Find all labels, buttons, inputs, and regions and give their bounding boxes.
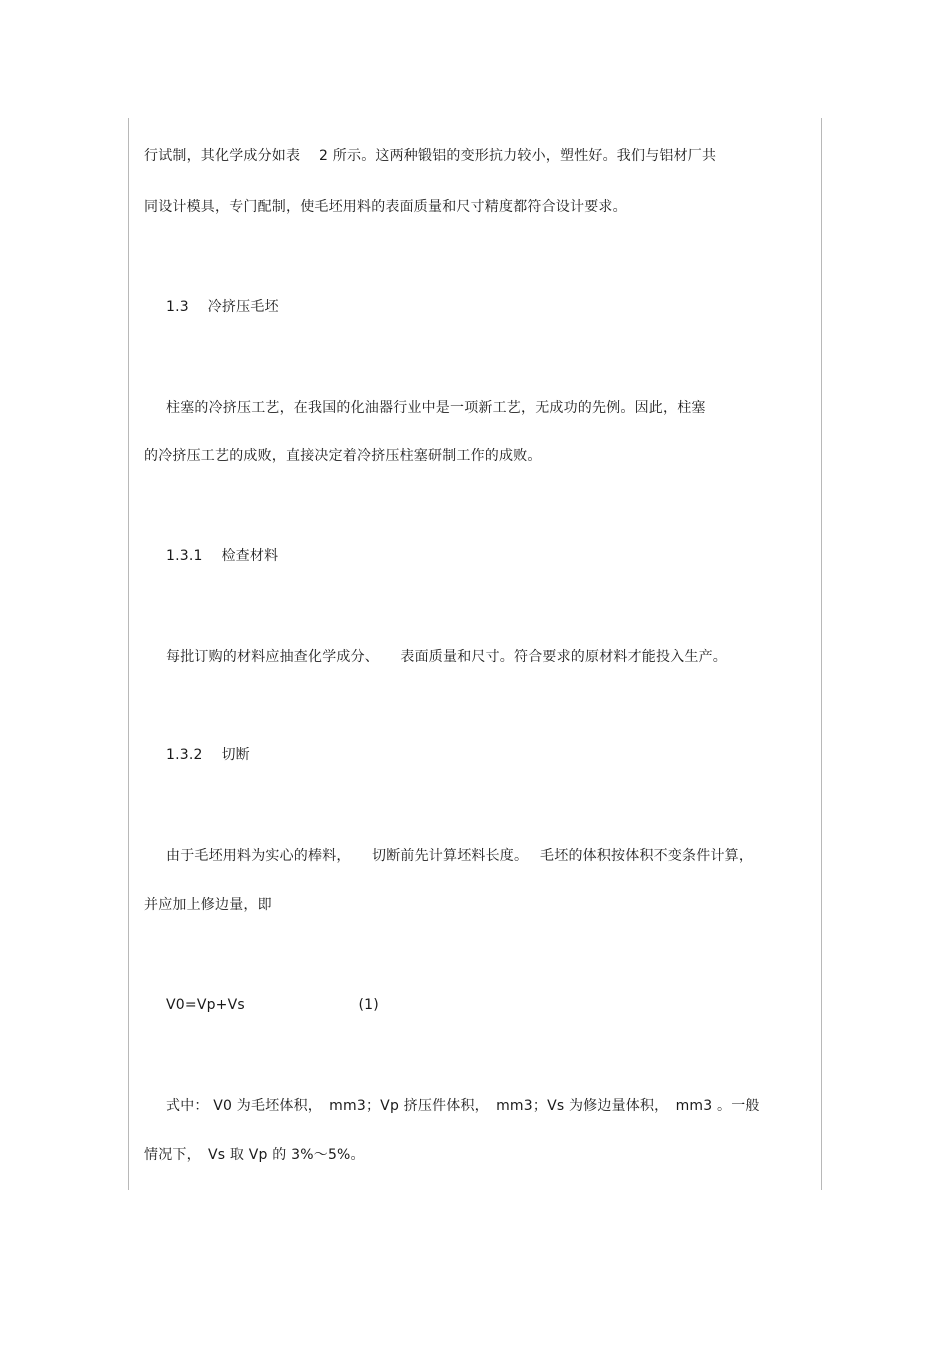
paragraph-line: 并应加上修边量，即 <box>144 897 272 913</box>
section-heading: 1.3 冷挤压毛坯 <box>166 299 279 315</box>
paragraph-line: 式中： V0 为毛坯体积， mm3；Vp 挤压件体积， mm3；Vs 为修边量体积， mm3 。一般 <box>166 1098 760 1114</box>
paragraph-line: 每批订购的材料应抽查化学成分、 表面质量和尺寸。符合要求的原材料才能投入生产。 <box>166 649 727 665</box>
paragraph-line: 行试制，其化学成分如表 2 所示。这两种锻铝的变形抗力较小，塑性好。我们与铝材厂共 <box>144 148 717 164</box>
paragraph-line: 情况下， Vs 取 Vp 的 3%～5%。 <box>144 1147 365 1163</box>
right-margin-rule <box>821 118 822 1190</box>
subsection-heading: 1.3.1 检查材料 <box>166 548 279 564</box>
paragraph-line: 柱塞的冷挤压工艺，在我国的化油器行业中是一项新工艺，无成功的先例。因此，柱塞 <box>166 400 706 416</box>
paragraph-line: 由于毛坯用料为实心的棒料， 切断前先计算坯料长度。 毛坯的体积按体积不变条件计算， <box>166 848 754 864</box>
subsection-heading: 1.3.2 切断 <box>166 747 250 763</box>
left-margin-rule <box>128 118 129 1190</box>
equation: V0=Vp+Vs (1) <box>166 997 379 1013</box>
paragraph-line: 的冷挤压工艺的成败，直接决定着冷挤压柱塞研制工作的成败。 <box>144 448 542 464</box>
paragraph-line: 同设计模具，专门配制，使毛坯用料的表面质量和尺寸精度都符合设计要求。 <box>144 199 627 215</box>
